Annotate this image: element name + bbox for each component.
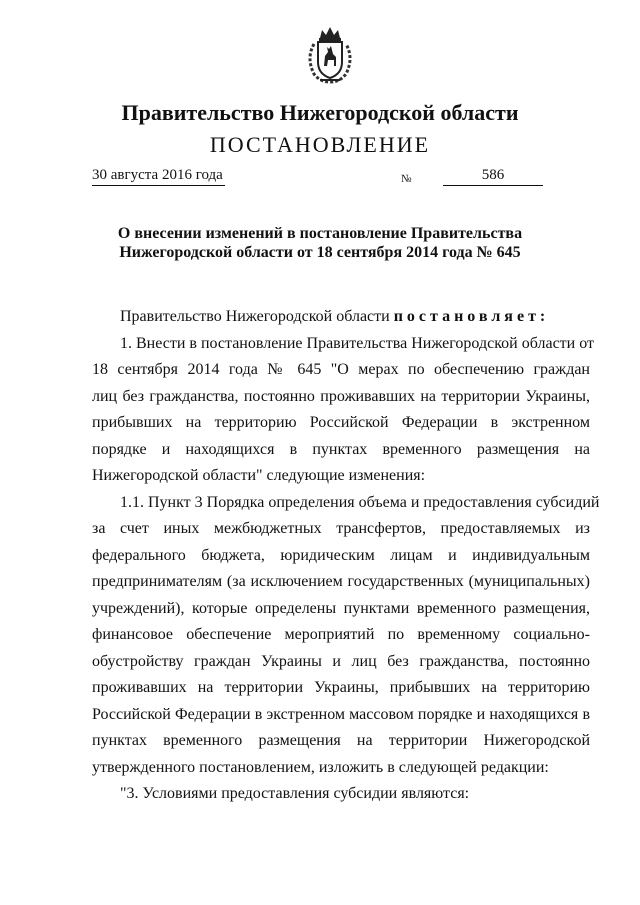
document-number: 586 [443,166,543,186]
document-date: 30 августа 2016 года [92,166,225,186]
paragraph-line: предпринимателям (за исключением государственных (муниципальных) [92,573,590,590]
paragraph-line: прибывших на территорию Российской Федерации в экстренном [92,414,590,431]
paragraph-line: пунктах временного размещения на территории Нижегородской [92,732,590,749]
government-title: Правительство Нижегородской области [121,100,519,125]
paragraph-line: Российской Федерации в экстренном массовом порядке и находящихся в [92,705,590,723]
paragraph-line: федерального бюджета, юридическим лицам и индивидуальным [92,546,590,564]
document-body [92,304,600,808]
intro-line [92,304,590,331]
intro-verb: постановляет: [393,308,550,325]
paragraph-line: утвержденного постановлением, изложить в следующей редакции: [92,758,549,776]
subject-line: Нижегородской области от 18 сентября 2014 года № 645 [119,244,521,261]
paragraph-line: за счет иных межбюджетных трансфертов, предоставляемых из [92,520,590,537]
paragraph-line: "3. Условиями предоставления субсидии являются: [120,785,470,802]
paragraph-line: учреждений), которые определены пунктами временного размещения, [92,599,590,617]
intro-text: Правительство Нижегородской области [120,308,390,325]
paragraph-line: порядке и находящихся в пунктах временного размещения на [92,440,590,458]
paragraph-line: проживавших на территории Украины, прибывших на территорию [92,679,590,696]
number-label: № [401,173,412,185]
paragraph-line: 1. Внести в постановление Правительства Нижегородской области от [120,334,594,352]
paragraph-line: 1.1. Пункт 3 Порядка определения объема и предоставления субсидий [120,493,600,511]
subject-line: О внесении изменений в постановление Правительства [117,225,523,242]
paragraph-line: финансовое обеспечение мероприятий по временному социально- [92,626,590,643]
paragraph-line: обустройству граждан Украины и лиц без гражданства, постоянно [92,652,590,670]
document-subject [0,224,640,262]
coat-of-arms-icon [298,24,362,86]
paragraph-line: 18 сентября 2014 года № 645 "О мерах по обеспечению граждан [92,361,590,378]
document-type: ПОСТАНОВЛЕНИЕ [209,132,431,157]
paragraph-line: Нижегородской области" следующие изменения: [92,467,426,484]
paragraph-line: лиц без гражданства, постоянно проживавших на территории Украины, [92,387,590,405]
